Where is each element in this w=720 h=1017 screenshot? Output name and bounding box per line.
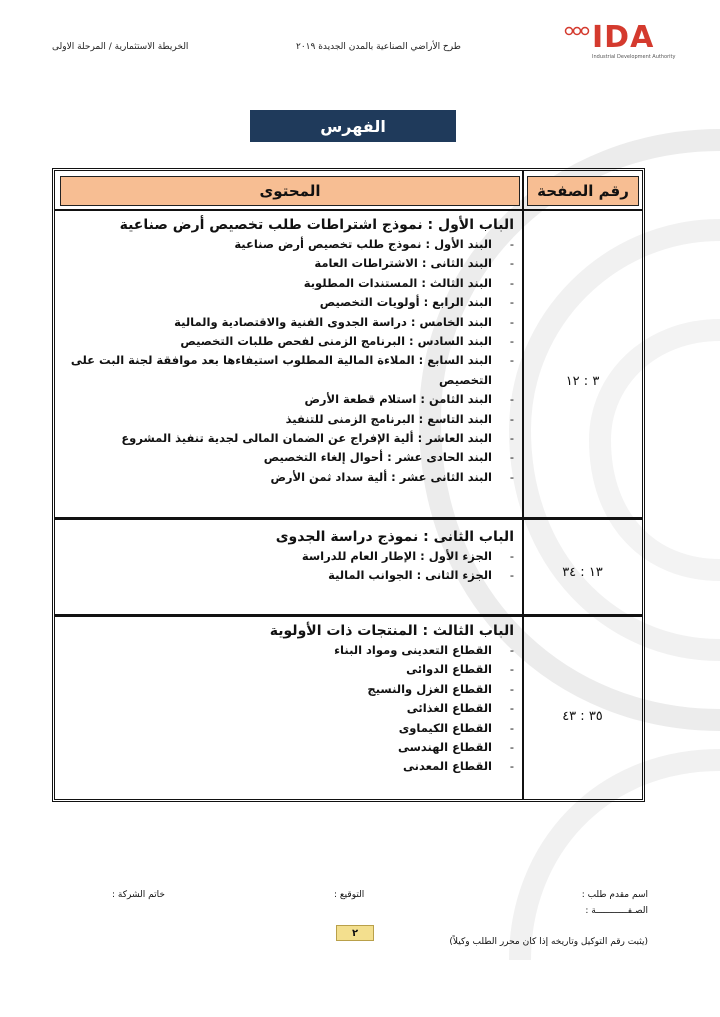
list-item: - القطاع الهندسى — [62, 738, 492, 757]
list-item: - الجزء الأول : الإطار العام للدراسة — [62, 547, 492, 566]
logo-subtitle: Industrial Development Authority — [592, 54, 676, 60]
list-item: - القطاع المعدنى — [62, 757, 492, 776]
proxy-note: (يثبت رقم التوكيل وتاريخه إذا كان محرر الطلب وكيلاً) — [449, 937, 648, 947]
page-range: ٣ : ١٢ — [565, 374, 600, 389]
list-item: - البند الخامس : دراسة الجدوى الفنية والاقتصادية والمالية — [62, 313, 492, 332]
list-item: - البند الثالث : المستندات المطلوبة — [62, 274, 492, 293]
column-header-content: المحتوى — [60, 176, 520, 206]
row-divider — [55, 209, 642, 211]
section-chapter-3 — [62, 623, 514, 777]
list-item: - البند الأول : نموذج طلب تخصيص أرض صناعية — [62, 235, 492, 254]
list-item: - البند الثامن : استلام قطعة الأرض — [62, 390, 492, 409]
section-title: الباب الثالث : المنتجات ذات الأولوية — [269, 623, 514, 639]
list-item: - البند التاسع : البرنامج الزمنى للتنفيذ — [62, 410, 492, 429]
signature-label: التوقيع : — [334, 890, 365, 900]
list-item: - القطاع الغذائى — [62, 699, 492, 718]
column-header-page: رقم الصفحة — [527, 176, 639, 206]
page-number: ٢ — [336, 925, 374, 941]
header-left-title: الخريطة الاستثمارية / المرحلة الاولى — [52, 42, 189, 52]
section-chapter-1 — [62, 217, 514, 487]
applicant-capacity-label: الصـفــــــــــــة : — [585, 906, 648, 916]
list-item: - القطاع الكيماوى — [62, 719, 492, 738]
list-item: - البند الثانى : الاشتراطات العامة — [62, 254, 492, 273]
row-divider — [55, 614, 642, 617]
list-item: - البند السادس : البرنامج الزمنى لفحص طلبات التخصيص — [62, 332, 492, 351]
list-item: - البند السابع : الملاءة المالية المطلوب استيفاءها بعد موافقة لجنة البت على التخصيص — [62, 351, 492, 390]
header-center-title: طرح الأراضي الصناعية بالمدن الجديدة ٢٠١٩ — [296, 42, 461, 52]
page-range: ١٣ : ٣٤ — [562, 565, 603, 580]
logo-text: IDA — [592, 20, 655, 55]
list-item: - القطاع التعدينى ومواد البناء — [62, 641, 492, 660]
section-chapter-2 — [62, 529, 514, 586]
applicant-name-label: اسم مقدم طلب : — [581, 890, 648, 900]
logo-rings-icon — [564, 24, 590, 38]
list-item: - البند الثانى عشر : ألية سداد ثمن الأرض — [62, 468, 492, 487]
section-title: الباب الأول : نموذج اشتراطات طلب تخصيص أرض صناعية — [119, 217, 514, 233]
row-divider — [55, 517, 642, 520]
list-item: - البند الرابع : أولويات التخصيص — [62, 293, 492, 312]
page-range: ٣٥ : ٤٣ — [562, 709, 603, 724]
list-item: - القطاع الغزل والنسيج — [62, 680, 492, 699]
index-table — [52, 168, 645, 802]
section-title: الباب الثانى : نموذج دراسة الجدوى — [275, 529, 514, 545]
list-item: - الجزء الثانى : الجوانب المالية — [62, 566, 492, 585]
list-item: - القطاع الدوائى — [62, 660, 492, 679]
ida-logo — [562, 18, 676, 68]
list-item: - البند العاشر : ألية الإفراج عن الضمان المالى لجدية تنفيذ المشروع — [62, 429, 492, 448]
list-item: - البند الحادى عشر : أحوال إلغاء التخصيص — [62, 448, 492, 467]
column-divider — [522, 171, 524, 799]
company-stamp-label: خاتم الشركة : — [112, 890, 165, 900]
index-title: الفهرس — [250, 110, 456, 142]
